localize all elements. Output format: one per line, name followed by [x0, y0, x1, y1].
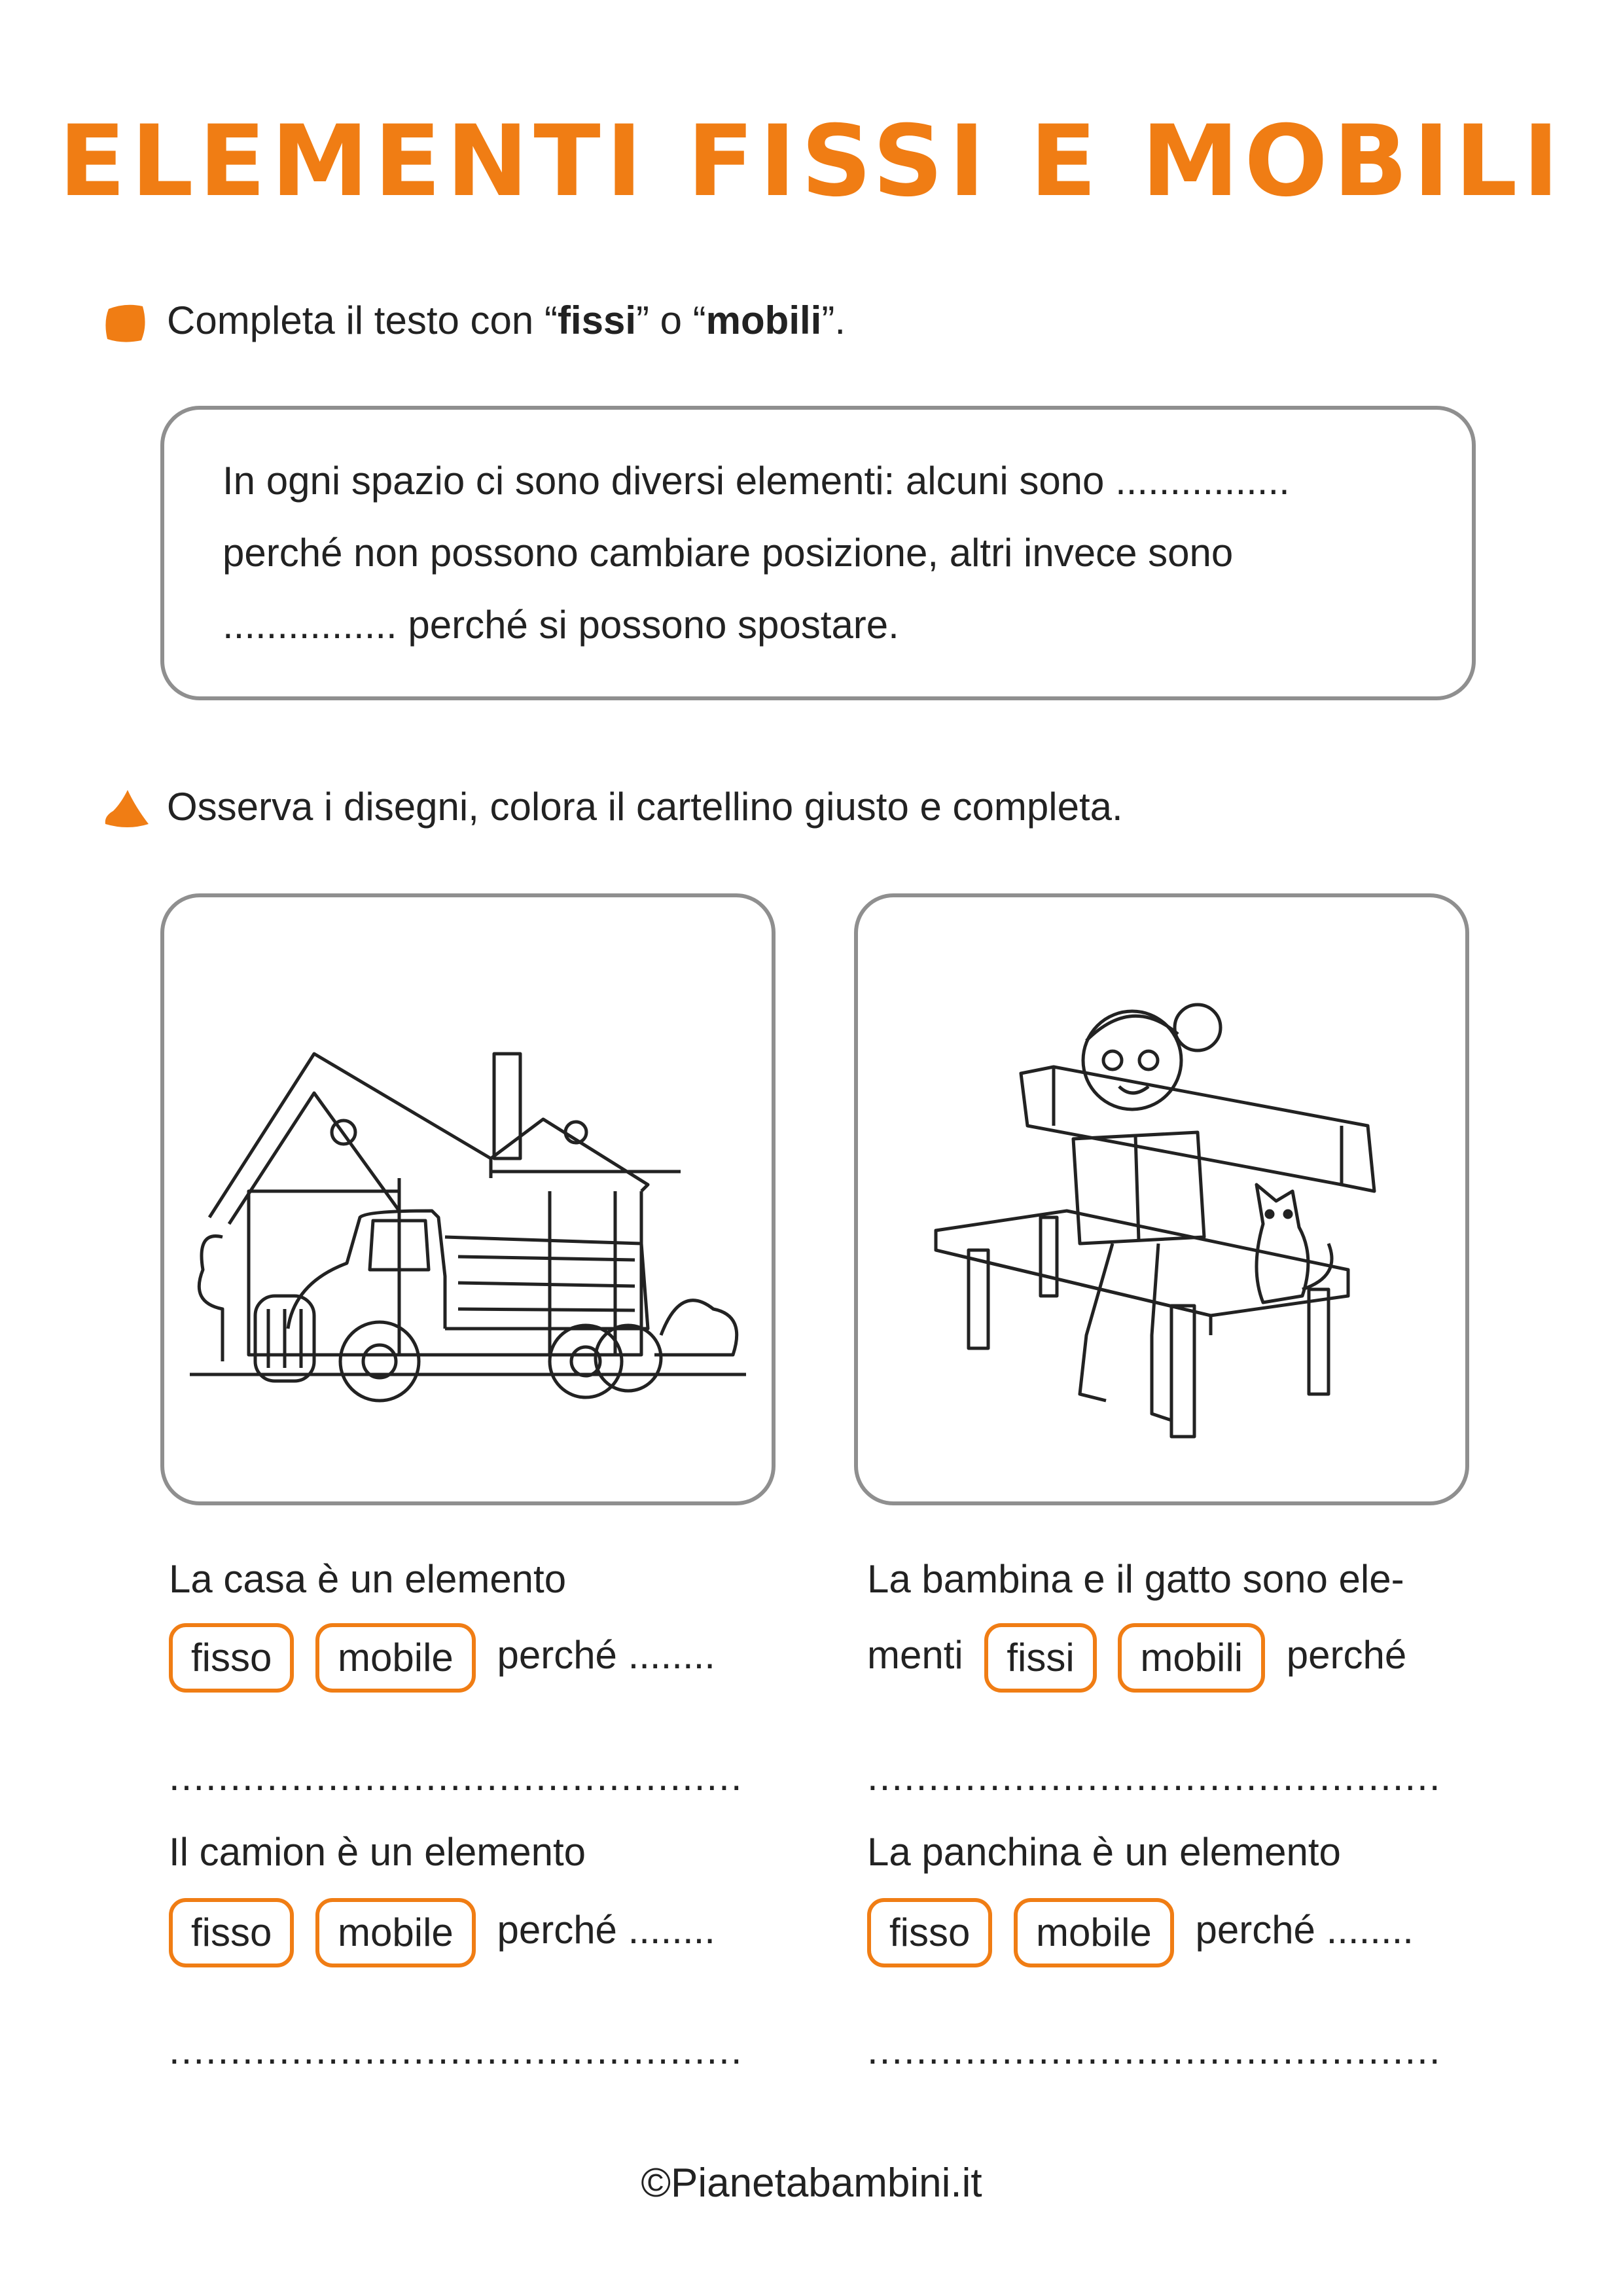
- chip-mobile[interactable]: mobile: [315, 1623, 476, 1693]
- chip-fisso[interactable]: fisso: [169, 1898, 294, 1967]
- paragraph-line: In ogni spazio ci sono diversi elementi: alcuni sono ................: [223, 459, 1290, 503]
- exercise-bambina-options: [867, 1623, 1406, 1693]
- chip-mobili[interactable]: mobili: [1118, 1623, 1265, 1693]
- footer-copyright: ©Pianetabambini.it: [641, 2161, 982, 2206]
- paragraph-line: perché non possono cambiare posizione, altri invece sono: [223, 531, 1234, 575]
- paragraph-line: ................ perché si possono spostare.: [223, 603, 899, 647]
- chip-fisso[interactable]: fisso: [867, 1898, 992, 1967]
- chip-mobile[interactable]: mobile: [315, 1898, 476, 1967]
- orange-bullet-icon: [101, 787, 150, 829]
- perche-text: perché: [1286, 1632, 1407, 1677]
- answer-line-bambina[interactable]: ...............................................: [867, 1755, 1442, 1799]
- house-truck-illustration: [183, 1021, 753, 1414]
- perche-text: perché ........: [497, 1632, 715, 1677]
- perche-text: perché ........: [1195, 1907, 1414, 1952]
- instruction-1: Completa il testo con “fissi” o “mobili”.: [167, 298, 846, 342]
- exercise-bambina-question: La bambina e il gatto sono ele-: [867, 1557, 1404, 1601]
- exercise-panchina-options: [867, 1898, 1414, 1967]
- exercise-camion-options: [169, 1898, 715, 1967]
- exercise-panchina-question: La panchina è un elemento: [867, 1830, 1341, 1874]
- page-title: ELEMENTI FISSI E MOBILI: [58, 105, 1565, 219]
- exercise-camion-question: Il camion è un elemento: [169, 1830, 586, 1874]
- exercise-casa-options: [169, 1623, 715, 1693]
- answer-line-panchina[interactable]: ...............................................: [867, 2028, 1442, 2072]
- instruction-2: Osserva i disegni, colora il cartellino giusto e completa.: [167, 785, 1123, 829]
- chip-mobile[interactable]: mobile: [1014, 1898, 1174, 1967]
- chip-fisso[interactable]: fisso: [169, 1623, 294, 1693]
- exercise-casa-question: La casa è un elemento: [169, 1557, 567, 1601]
- menti-text: menti: [867, 1632, 963, 1677]
- chip-fissi[interactable]: fissi: [984, 1623, 1096, 1693]
- answer-line-camion[interactable]: ...............................................: [169, 2028, 743, 2072]
- perche-text: perché ........: [497, 1907, 715, 1952]
- girl-bench-cat-illustration: [923, 969, 1394, 1446]
- orange-bullet-icon: [103, 302, 148, 344]
- answer-line-casa[interactable]: ...............................................: [169, 1755, 743, 1799]
- fill-in-paragraph: [223, 445, 1466, 661]
